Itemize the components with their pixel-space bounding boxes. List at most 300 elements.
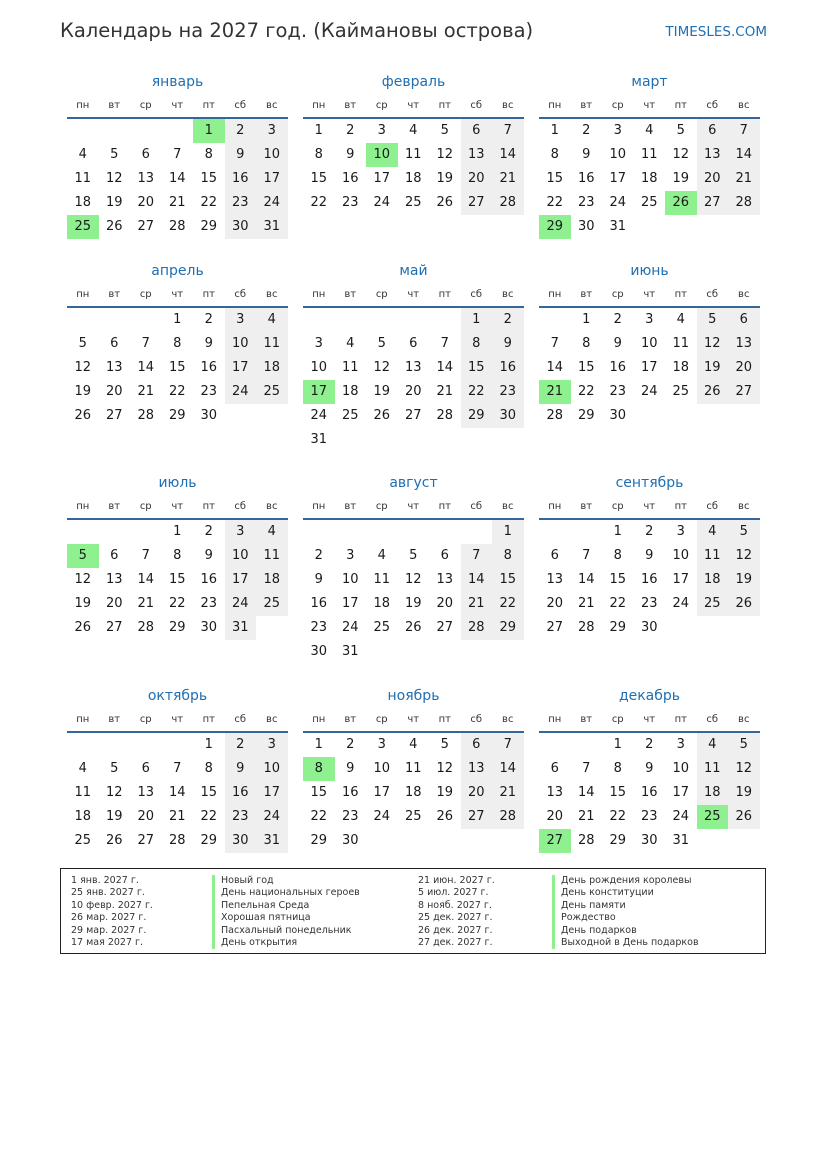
day: 26 [74, 620, 92, 635]
week-row [67, 332, 288, 356]
day: 23 [310, 620, 328, 635]
weekday-label: ср [375, 100, 388, 111]
empty-cell [539, 733, 571, 757]
day: 23 [200, 596, 218, 611]
weekday-label: вс [738, 714, 750, 725]
week-row [303, 143, 524, 167]
day: 7 [173, 761, 182, 776]
weekend-day: 28 [492, 191, 524, 215]
week-row [303, 757, 524, 781]
day: 19 [105, 195, 123, 210]
day: 19 [373, 384, 391, 399]
weekend-day: 22 [492, 592, 524, 616]
day: 18 [672, 360, 690, 375]
weekday-label: ср [139, 501, 152, 512]
day: 10 [609, 147, 627, 162]
day: 14 [168, 785, 186, 800]
weekday-label: вт [580, 714, 593, 725]
weekday-label: вс [738, 100, 750, 111]
weekend-day: 27 [461, 191, 493, 215]
weekend-day: 5 [697, 308, 729, 332]
site-link[interactable]: TIMESLES.COM [665, 24, 767, 40]
day: 31 [672, 833, 690, 848]
weekday-label: пт [674, 100, 687, 111]
day: 23 [341, 809, 359, 824]
weekday-label: вт [344, 100, 357, 111]
empty-cell [697, 215, 729, 239]
weekend-day: 21 [492, 167, 524, 191]
weekend-day: 28 [728, 191, 760, 215]
weekend-day: 24 [225, 380, 257, 404]
weekend-day: 13 [461, 143, 493, 167]
legend-holiday-name: Рождество [552, 912, 699, 924]
week-row [303, 308, 524, 332]
day: 28 [546, 408, 564, 423]
legend-date: 1 янв. 2027 г. [71, 875, 139, 886]
weekday-label: чт [643, 501, 656, 512]
day: 11 [341, 360, 359, 375]
day: 9 [204, 336, 213, 351]
day: 8 [204, 761, 213, 776]
weekday-header [539, 709, 760, 733]
weekend-day: 8 [492, 544, 524, 568]
week-row [303, 404, 524, 428]
weekday-label: вс [502, 100, 514, 111]
weekday-header [539, 95, 760, 119]
weekday-label: пт [438, 100, 451, 111]
day: 15 [200, 785, 218, 800]
day: 30 [200, 408, 218, 423]
day: 12 [436, 147, 454, 162]
weekday-label: чт [643, 100, 656, 111]
day: 12 [105, 171, 123, 186]
weekday-label: вс [266, 289, 278, 300]
empty-cell [335, 308, 367, 332]
weekend-day: 27 [728, 380, 760, 404]
month-2 [303, 72, 524, 215]
weekday-label: сб [706, 289, 719, 300]
day: 3 [377, 737, 386, 752]
weekend-day: 9 [225, 143, 257, 167]
day: 24 [310, 408, 328, 423]
day: 12 [74, 572, 92, 587]
weekday-label: вт [344, 501, 357, 512]
day: 11 [373, 572, 391, 587]
weekday-label: чт [171, 100, 184, 111]
day: 4 [346, 336, 355, 351]
day: 26 [436, 809, 454, 824]
weekend-day: 8 [461, 332, 493, 356]
day: 7 [173, 147, 182, 162]
day: 6 [110, 336, 119, 351]
weekend-day: 11 [697, 757, 729, 781]
weekday-label: вс [266, 100, 278, 111]
weekday-label: вс [502, 289, 514, 300]
day: 14 [137, 360, 155, 375]
day: 23 [609, 384, 627, 399]
weekday-header [303, 284, 524, 308]
empty-cell [429, 520, 461, 544]
holiday-day: 25 [697, 805, 729, 829]
weekday-label: сб [234, 100, 247, 111]
day: 10 [640, 336, 658, 351]
day: 13 [546, 572, 564, 587]
day: 4 [645, 123, 654, 138]
day: 2 [613, 312, 622, 327]
week-row [303, 167, 524, 191]
day: 10 [310, 360, 328, 375]
legend-date: 21 июн. 2027 г. [418, 875, 495, 886]
day: 29 [609, 620, 627, 635]
weekend-day: 20 [728, 356, 760, 380]
weekday-label: пн [312, 714, 326, 725]
empty-cell [162, 119, 194, 143]
day: 20 [105, 384, 123, 399]
day: 22 [546, 195, 564, 210]
day: 13 [105, 572, 123, 587]
day: 6 [550, 761, 559, 776]
day: 25 [404, 195, 422, 210]
day: 5 [110, 761, 119, 776]
empty-cell [398, 308, 430, 332]
day: 26 [436, 195, 454, 210]
weekday-label: чт [643, 289, 656, 300]
legend-holiday-name: Выходной в День подарков [552, 937, 699, 949]
day: 21 [577, 596, 595, 611]
day: 20 [436, 596, 454, 611]
day: 14 [137, 572, 155, 587]
week-row [67, 308, 288, 332]
weekday-label: вт [344, 714, 357, 725]
legend-date: 26 дек. 2027 г. [418, 924, 493, 936]
day: 30 [310, 644, 328, 659]
empty-cell [728, 215, 760, 239]
week-row [539, 757, 760, 781]
weekday-label: пн [76, 501, 90, 512]
day: 9 [204, 548, 213, 563]
day: 6 [141, 761, 150, 776]
day: 29 [168, 408, 186, 423]
empty-cell [728, 829, 760, 853]
week-row [67, 167, 288, 191]
empty-cell [303, 308, 335, 332]
week-row [539, 191, 760, 215]
month-name: декабрь [618, 688, 681, 704]
month-name: ноябрь [387, 688, 440, 704]
month-5 [303, 261, 524, 452]
day: 16 [341, 785, 359, 800]
weekend-day: 31 [256, 215, 288, 239]
week-row [539, 616, 760, 640]
day: 3 [676, 524, 685, 539]
month-6 [539, 261, 760, 428]
empty-cell [256, 616, 288, 640]
weekend-day: 12 [728, 544, 760, 568]
legend-date: 27 дек. 2027 г. [418, 936, 493, 948]
day: 31 [609, 219, 627, 234]
month-name: сентябрь [615, 475, 684, 491]
day: 12 [105, 785, 123, 800]
weekday-label: чт [407, 289, 420, 300]
weekday-label: чт [407, 714, 420, 725]
empty-cell [728, 404, 760, 428]
week-row [67, 119, 288, 143]
empty-cell [366, 829, 398, 853]
week-row [67, 544, 288, 568]
day: 25 [341, 408, 359, 423]
day: 16 [609, 360, 627, 375]
day: 22 [577, 384, 595, 399]
day: 16 [640, 572, 658, 587]
day: 2 [314, 548, 323, 563]
weekend-day: 17 [225, 568, 257, 592]
empty-cell [162, 733, 194, 757]
week-row [303, 119, 524, 143]
empty-cell [461, 640, 493, 664]
empty-cell [335, 520, 367, 544]
weekend-day: 24 [225, 592, 257, 616]
empty-cell [130, 520, 162, 544]
weekday-header [539, 496, 760, 520]
week-row [303, 568, 524, 592]
weekday-label: чт [407, 501, 420, 512]
weekday-label: вс [266, 714, 278, 725]
day: 17 [672, 572, 690, 587]
week-row [539, 733, 760, 757]
day: 27 [137, 219, 155, 234]
legend-date: 29 мар. 2027 г. [71, 924, 147, 936]
day: 3 [377, 123, 386, 138]
day: 9 [314, 572, 323, 587]
day: 21 [168, 195, 186, 210]
month-12 [539, 686, 760, 853]
weekday-label: чт [171, 289, 184, 300]
day: 29 [577, 408, 595, 423]
weekday-label: вс [738, 501, 750, 512]
day: 23 [577, 195, 595, 210]
day: 22 [310, 195, 328, 210]
day: 26 [105, 833, 123, 848]
day: 2 [204, 312, 213, 327]
week-row [539, 544, 760, 568]
weekday-label: пн [76, 289, 90, 300]
weekend-day: 26 [697, 380, 729, 404]
month-name: февраль [381, 74, 446, 90]
legend-date: 8 нояб. 2027 г. [418, 899, 492, 911]
weekday-label: вт [108, 501, 121, 512]
weekday-label: вт [108, 714, 121, 725]
day: 23 [200, 384, 218, 399]
day: 25 [404, 809, 422, 824]
weekend-day: 18 [697, 568, 729, 592]
day: 5 [440, 737, 449, 752]
day: 15 [200, 171, 218, 186]
weekday-header [67, 95, 288, 119]
day: 18 [74, 809, 92, 824]
week-row [539, 167, 760, 191]
weekday-label: пн [548, 289, 562, 300]
week-row [539, 308, 760, 332]
day: 18 [404, 785, 422, 800]
weekend-day: 29 [461, 404, 493, 428]
weekend-day: 31 [256, 829, 288, 853]
day: 8 [550, 147, 559, 162]
day: 15 [310, 785, 328, 800]
week-row [67, 143, 288, 167]
weekend-day: 21 [728, 167, 760, 191]
weekend-day: 30 [225, 215, 257, 239]
day: 31 [341, 644, 359, 659]
weekday-label: ср [139, 289, 152, 300]
week-row [539, 332, 760, 356]
week-row [67, 568, 288, 592]
weekend-day: 3 [225, 308, 257, 332]
day: 19 [672, 171, 690, 186]
weekday-label: сб [470, 289, 483, 300]
weekend-day: 14 [728, 143, 760, 167]
day: 21 [577, 809, 595, 824]
week-row [539, 805, 760, 829]
empty-cell [697, 404, 729, 428]
day: 28 [436, 408, 454, 423]
legend-right-names [552, 875, 699, 949]
day: 23 [341, 195, 359, 210]
day: 8 [204, 147, 213, 162]
day: 22 [609, 809, 627, 824]
day: 21 [168, 809, 186, 824]
weekday-label: пт [202, 100, 215, 111]
day: 5 [440, 123, 449, 138]
weekend-day: 1 [461, 308, 493, 332]
week-row [303, 428, 524, 452]
empty-cell [539, 520, 571, 544]
month-9 [539, 473, 760, 640]
empty-cell [366, 520, 398, 544]
day: 17 [373, 785, 391, 800]
weekend-day: 20 [461, 781, 493, 805]
empty-cell [728, 616, 760, 640]
day: 27 [105, 408, 123, 423]
weekend-day: 5 [728, 520, 760, 544]
weekday-label: сб [470, 714, 483, 725]
weekday-label: вс [738, 289, 750, 300]
day: 6 [110, 548, 119, 563]
day: 28 [168, 833, 186, 848]
empty-cell [366, 308, 398, 332]
day: 16 [577, 171, 595, 186]
weekend-day: 15 [461, 356, 493, 380]
day: 12 [672, 147, 690, 162]
empty-cell [130, 119, 162, 143]
weekend-day: 4 [256, 308, 288, 332]
weekend-day: 25 [256, 592, 288, 616]
week-row [539, 143, 760, 167]
day: 22 [168, 384, 186, 399]
weekend-day: 4 [697, 520, 729, 544]
weekday-label: чт [171, 501, 184, 512]
week-row [303, 544, 524, 568]
day: 17 [373, 171, 391, 186]
empty-cell [67, 119, 99, 143]
day: 8 [582, 336, 591, 351]
day: 1 [173, 312, 182, 327]
week-row [303, 191, 524, 215]
day: 15 [577, 360, 595, 375]
month-name: март [631, 74, 668, 90]
week-row [539, 781, 760, 805]
empty-cell [130, 733, 162, 757]
day: 15 [609, 785, 627, 800]
day: 30 [577, 219, 595, 234]
week-row [539, 520, 760, 544]
day: 8 [613, 548, 622, 563]
week-row [303, 733, 524, 757]
holiday-day: 25 [67, 215, 99, 239]
day: 13 [137, 785, 155, 800]
week-row [303, 592, 524, 616]
month-7 [67, 473, 288, 640]
weekday-label: пн [548, 714, 562, 725]
weekend-day: 19 [728, 568, 760, 592]
day: 16 [200, 572, 218, 587]
weekend-day: 15 [492, 568, 524, 592]
day: 1 [613, 524, 622, 539]
weekend-day: 27 [697, 191, 729, 215]
weekday-label: вт [580, 501, 593, 512]
day: 19 [436, 785, 454, 800]
day: 21 [137, 384, 155, 399]
day: 29 [200, 833, 218, 848]
week-row [539, 829, 760, 853]
weekend-day: 4 [697, 733, 729, 757]
weekday-label: пн [548, 100, 562, 111]
legend-holiday-name: Новый год [212, 875, 360, 887]
day: 21 [137, 596, 155, 611]
day: 1 [314, 123, 323, 138]
day: 12 [74, 360, 92, 375]
day: 4 [78, 761, 87, 776]
weekend-day: 24 [256, 805, 288, 829]
day: 25 [640, 195, 658, 210]
day: 20 [105, 596, 123, 611]
empty-cell [665, 215, 697, 239]
weekday-label: вт [580, 100, 593, 111]
day: 22 [200, 195, 218, 210]
weekend-day: 18 [697, 781, 729, 805]
day: 1 [204, 737, 213, 752]
weekday-label: пт [674, 501, 687, 512]
week-row [67, 733, 288, 757]
day: 14 [436, 360, 454, 375]
month-4 [67, 261, 288, 428]
day: 7 [550, 336, 559, 351]
empty-cell [256, 404, 288, 428]
week-row [67, 829, 288, 853]
day: 14 [168, 171, 186, 186]
day: 26 [105, 219, 123, 234]
weekday-label: ср [375, 501, 388, 512]
weekend-day: 26 [728, 592, 760, 616]
weekday-label: пн [76, 714, 90, 725]
weekday-label: сб [706, 501, 719, 512]
weekend-day: 14 [461, 568, 493, 592]
day: 16 [640, 785, 658, 800]
weekend-day: 16 [492, 356, 524, 380]
day: 27 [105, 620, 123, 635]
month-name: апрель [151, 263, 204, 279]
day: 24 [640, 384, 658, 399]
day: 23 [640, 809, 658, 824]
